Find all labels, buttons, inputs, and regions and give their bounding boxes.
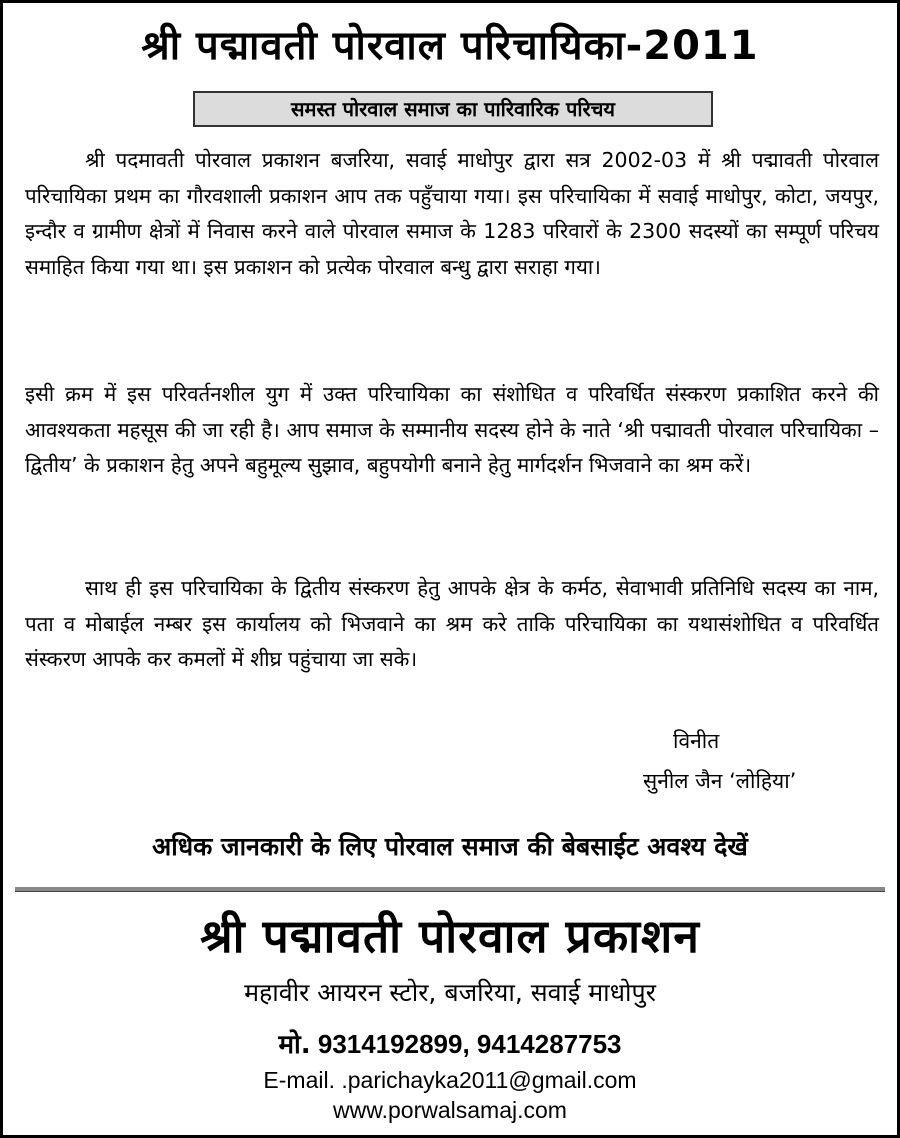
page-title: श्री पद्मावती पोरवाल परिचायिका-2011	[141, 23, 759, 69]
contact-email[interactable]: E-mail. .parichayka2011@gmail.com	[263, 1067, 637, 1093]
website-note: अधिक जानकारी के लिए पोरवाल समाज की बेबसाईट अवश्य देखें	[152, 832, 748, 861]
subtitle-banner: समस्त पोरवाल समाज का पारिवारिक परिचय	[193, 91, 713, 127]
paragraph-request: इसी क्रम में इस परिवर्तनशील युग में उक्त परिचायिका का संशोधित व परिवर्धित संस्करण प्रकाशित करने की आवश्यकता महसूस की जा रही है। आप समाज के सम्मानीय सदस्य होने के नाते ‘श्री पद्मावती पोरवाल परिचायिका –द्वितीय’ के प्रकाशन हेतु अपने बहुमूल्य सुझाव, बहुपयोगी बनाने हेतु मार्गदर्शन भिजवाने का श्रम करें।	[25, 382, 879, 477]
publisher-name: श्री पद्मावती पोरवाल प्रकाशन	[200, 909, 700, 963]
phone-numbers: 9314192899, 9414287753	[317, 1029, 622, 1059]
phone-label: मो.	[278, 1030, 311, 1060]
signature-closing: विनीत	[673, 729, 720, 753]
footer-divider	[15, 887, 885, 892]
publisher-address: महावीर आयरन स्टोर, बजरिया, सवाई माधोपुर	[244, 978, 656, 1007]
paragraph-representative: साथ ही इस परिचायिका के द्वितीय संस्करण हेतु आपके क्षेत्र के कर्मठ, सेवाभावी प्रतिनिधि सदस्य का नाम, पता व मोबाईल नम्बर इस कार्यालय को भिजवाने का श्रम करे ताकि परिचायिका का यथासंशोधित व परिवर्धित संस्करण आपके कर कमलों में शीघ्र पहुंचाया जा सके।	[25, 576, 879, 671]
contact-phone	[3, 1025, 897, 1061]
website-link[interactable]: www.porwalsamaj.com	[333, 1097, 567, 1123]
signature-name: सुनील जैन ‘लोहिया’	[643, 769, 797, 793]
paragraph-intro: श्री पदमावती पोरवाल प्रकाशन बजरिया, सवाई माधोपुर द्वारा सत्र 2002-03 में श्री पद्मावती पोरवाल परिचायिका प्रथम का गौरवशाली प्रकाशन आप तक पहुँचाया गया। इस परिचायिका में सवाई माधोपुर, कोटा, जयपुर, इन्दौर व ग्रामीण क्षेत्रों में निवास करने वाले पोरवाल समाज के 1283 परिवारों के 2300 सदस्यों का सम्पूर्ण परिचय समाहित किया गया था। इस प्रकाशन को प्रत्येक पोरवाल बन्धु द्वारा सराहा गया।	[25, 148, 879, 279]
